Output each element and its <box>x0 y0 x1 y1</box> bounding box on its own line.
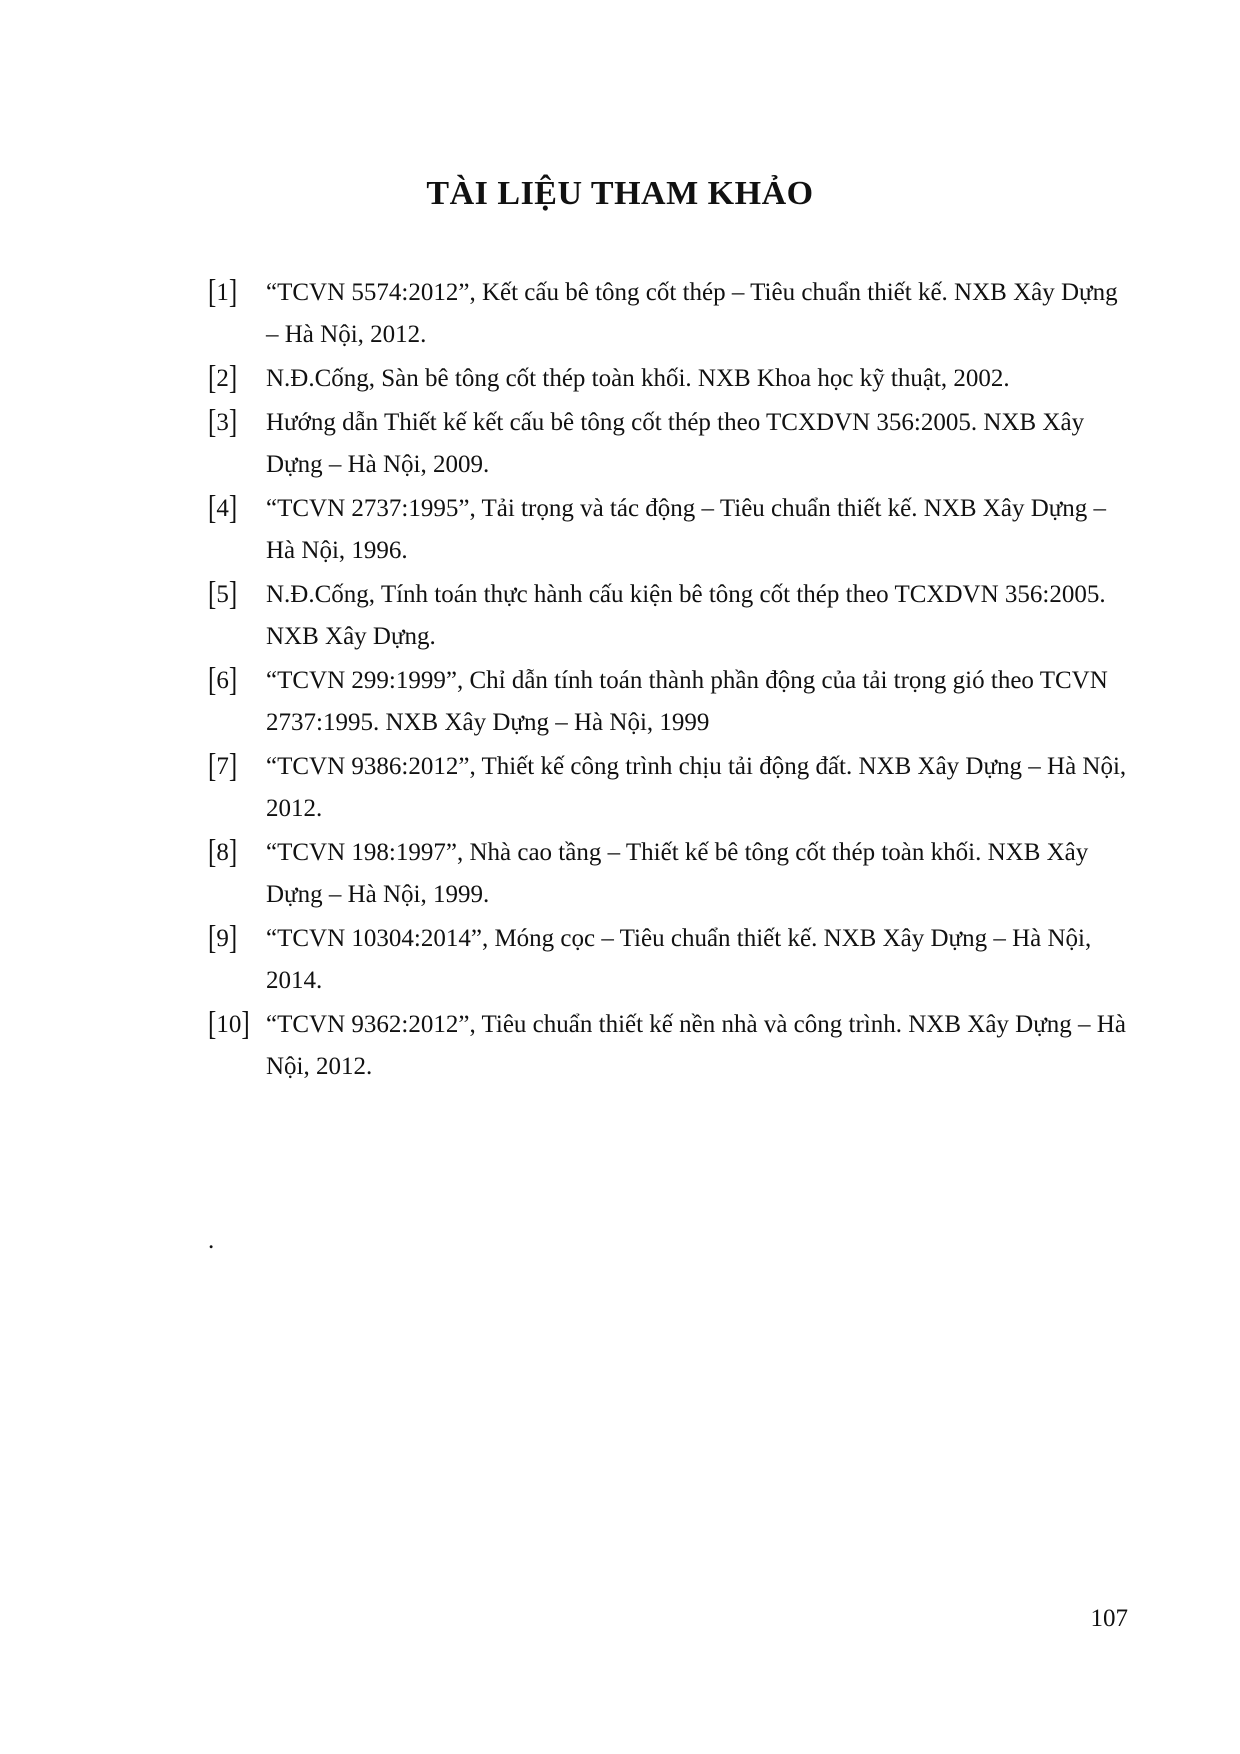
reference-item <box>208 918 1128 1002</box>
reference-item <box>208 660 1128 744</box>
reference-number: [9] <box>208 920 238 957</box>
reference-text: “TCVN 9362:2012”, Tiêu chuẩn thiết kế nền nhà và công trình. NXB Xây Dựng – Hà Nội, 2012. <box>266 1011 1126 1080</box>
reference-item <box>208 272 1128 356</box>
reference-number: [4] <box>208 490 238 527</box>
reference-number: [8] <box>208 834 238 871</box>
reference-text: “TCVN 5574:2012”, Kết cấu bê tông cốt thép – Tiêu chuẩn thiết kế. NXB Xây Dựng – Hà Nội, 2012. <box>266 279 1118 348</box>
reference-item <box>208 1004 1128 1088</box>
reference-text: “TCVN 2737:1995”, Tải trọng và tác động – Tiêu chuẩn thiết kế. NXB Xây Dựng – Hà Nội, 1996. <box>266 495 1107 564</box>
reference-text: “TCVN 9386:2012”, Thiết kế công trình chịu tải động đất. NXB Xây Dựng – Hà Nội, 2012. <box>266 753 1127 822</box>
reference-item <box>208 832 1128 916</box>
reference-item <box>208 488 1128 572</box>
reference-item <box>208 574 1128 658</box>
reference-text: “TCVN 10304:2014”, Móng cọc – Tiêu chuẩn thiết kế. NXB Xây Dựng – Hà Nội, 2014. <box>266 925 1092 994</box>
reference-text: “TCVN 299:1999”, Chỉ dẫn tính toán thành phần động của tải trọng gió theo TCVN 2737:1995. NXB Xây Dựng – Hà Nội, 1999 <box>266 667 1108 736</box>
page-number: 107 <box>1090 1605 1128 1632</box>
reference-item <box>208 358 1128 400</box>
page-title: TÀI LIỆU THAM KHẢO <box>426 175 814 212</box>
reference-number: [5] <box>208 576 238 613</box>
reference-item <box>208 402 1128 486</box>
reference-text: N.Đ.Cống, Sàn bê tông cốt thép toàn khối. NXB Khoa học kỹ thuật, 2002. <box>266 365 1010 392</box>
reference-number: [6] <box>208 662 238 699</box>
reference-list <box>208 272 1128 1090</box>
reference-text: “TCVN 198:1997”, Nhà cao tầng – Thiết kế bê tông cốt thép toàn khối. NXB Xây Dựng – Hà Nội, 1999. <box>266 839 1089 908</box>
reference-number: [2] <box>208 360 238 397</box>
reference-text: N.Đ.Cống, Tính toán thực hành cấu kiện bê tông cốt thép theo TCXDVN 356:2005. NXB Xây Dựng. <box>266 581 1106 650</box>
reference-number: [1] <box>208 274 238 311</box>
reference-text: Hướng dẫn Thiết kế kết cấu bê tông cốt thép theo TCXDVN 356:2005. NXB Xây Dựng – Hà Nội, 2009. <box>266 409 1085 478</box>
reference-number: [7] <box>208 748 238 785</box>
reference-number: [3] <box>208 404 238 441</box>
stray-mark: . <box>208 1227 215 1254</box>
reference-number: [10] <box>208 1006 250 1043</box>
reference-item <box>208 746 1128 830</box>
